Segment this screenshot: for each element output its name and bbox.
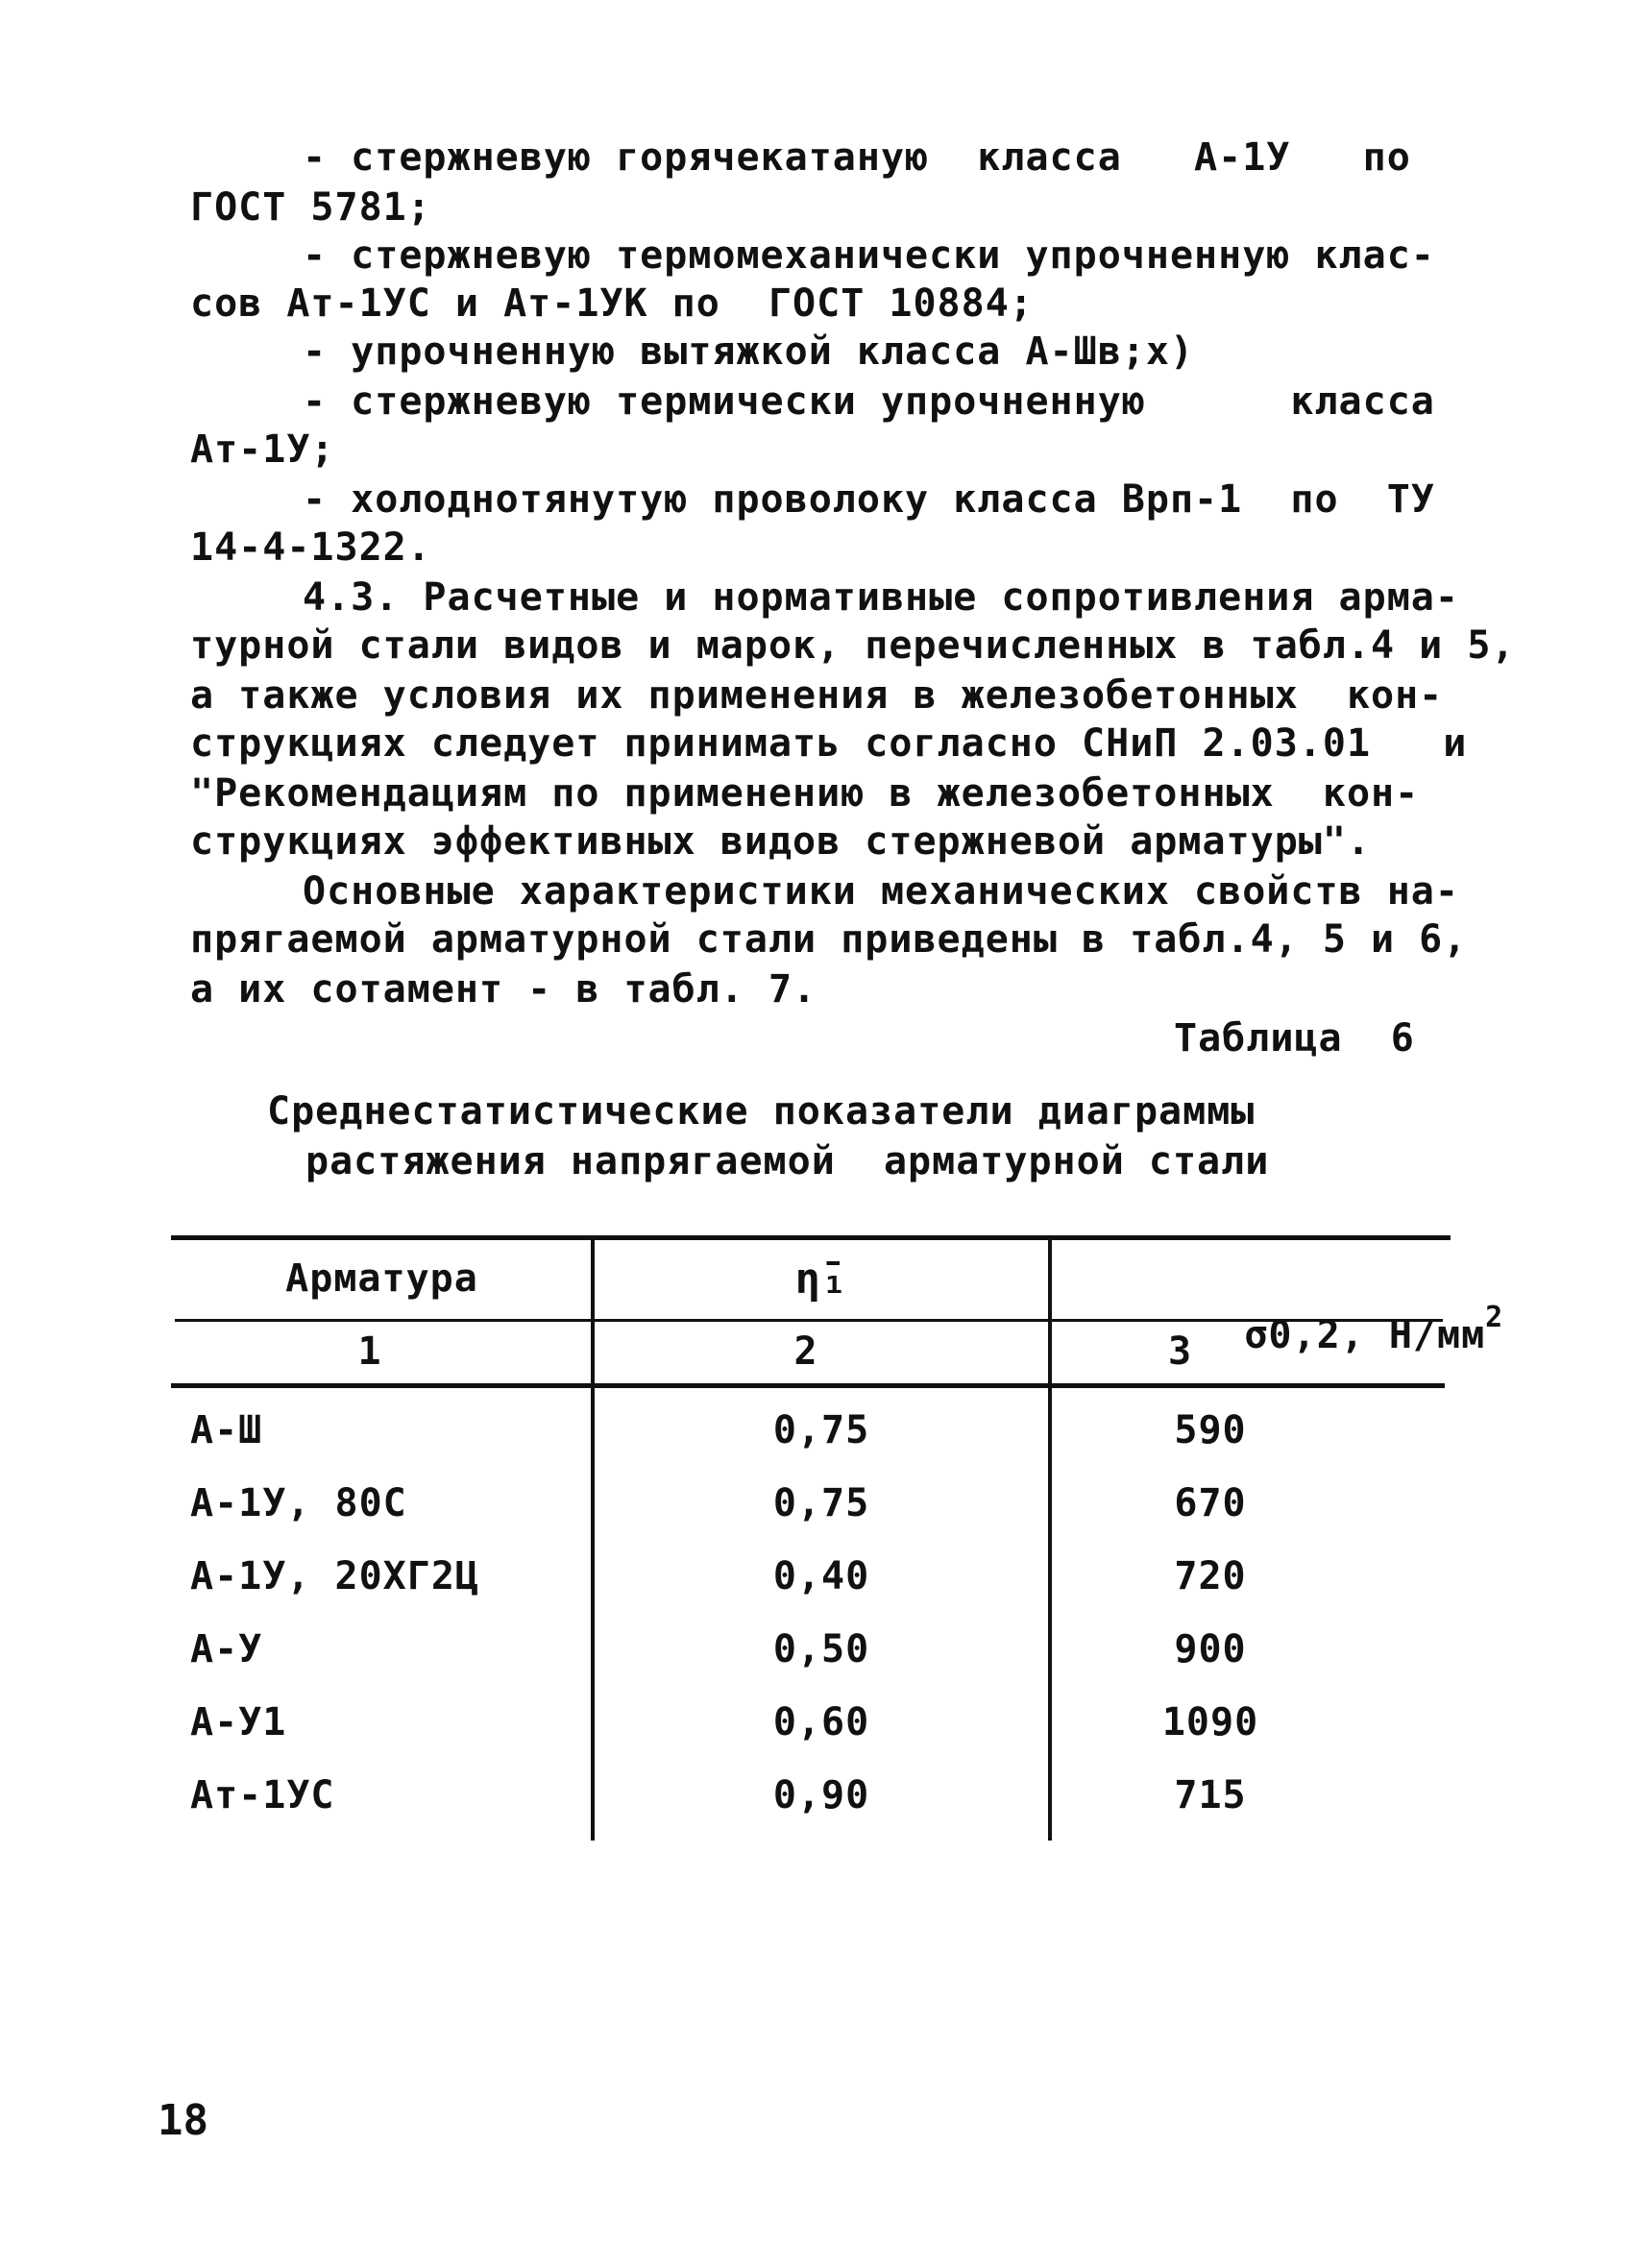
text-line: - стержневую горячекатаную класса А-1У по xyxy=(303,135,1411,180)
table-row-sigma: 590 xyxy=(1174,1408,1247,1452)
table-row-eta: 0,50 xyxy=(772,1627,870,1671)
page-number: 18 xyxy=(158,2096,208,2145)
text-line: - упрочненную вытяжкой класса А-Шв;x) xyxy=(303,329,1195,374)
col-number-3: 3 xyxy=(1168,1329,1193,1374)
text-line: "Рекомендациям по применению в железобетонных кон- xyxy=(190,771,1420,816)
text-line: а их сотамент - в табл. 7. xyxy=(190,967,817,1012)
text-line: струкциях следует принимать согласно СНиП 2.03.01 и xyxy=(190,721,1468,766)
table-header-eta: η̄₁ xyxy=(794,1255,848,1304)
table-row-eta: 0,90 xyxy=(772,1773,870,1817)
table-row-armatura: А-1У, 20ХГ2Ц xyxy=(190,1554,479,1598)
col-number-2: 2 xyxy=(793,1329,818,1374)
table-row-armatura: А-1У, 80С xyxy=(190,1481,407,1525)
table-row-armatura: А-Ш xyxy=(190,1408,263,1452)
text-line: ГОСТ 5781; xyxy=(190,185,431,230)
table-col-divider-1 xyxy=(591,1235,595,1841)
table-col-divider-2 xyxy=(1048,1235,1052,1841)
text-line: Основные характеристики механических свойств на- xyxy=(303,869,1459,914)
table-row-sigma: 715 xyxy=(1174,1773,1247,1817)
table-row-eta: 0,75 xyxy=(772,1481,870,1525)
table-row-armatura: А-У xyxy=(190,1627,263,1671)
table-row-sigma: 1090 xyxy=(1161,1700,1259,1744)
text-line: 14-4-1322. xyxy=(190,525,431,570)
text-line: Ат-1У; xyxy=(190,427,335,472)
text-line: - холоднотянутую проволоку класса Врп-1 по ТУ xyxy=(303,477,1435,522)
col-number-1: 1 xyxy=(357,1329,382,1374)
table-title-line-1: Среднестатистические показатели диаграммы xyxy=(267,1089,1256,1134)
text-line: а также условия их применения в железобетонных кон- xyxy=(190,673,1444,718)
text-line: 4.3. Расчетные и нормативные сопротивления арма- xyxy=(303,575,1459,620)
table-row-eta: 0,75 xyxy=(772,1408,870,1452)
text-line: - стержневую термически упрочненную класса xyxy=(303,379,1435,424)
table-row-eta: 0,40 xyxy=(772,1554,870,1598)
sigma-label: σ0,2, Н/мм xyxy=(1244,1313,1486,1357)
text-line: струкциях эффективных видов стержневой арматуры". xyxy=(190,819,1372,864)
table-row-armatura: А-У1 xyxy=(190,1700,287,1744)
unit-superscript: 2 xyxy=(1485,1301,1504,1334)
table-row-sigma: 900 xyxy=(1174,1627,1247,1671)
text-line: турной стали видов и марок, перечисленных в табл.4 и 5, xyxy=(190,623,1516,668)
text-line: - стержневую термомеханически упрочненную клас- xyxy=(303,233,1435,278)
table-row-eta: 0,60 xyxy=(772,1700,870,1744)
table-row-sigma: 670 xyxy=(1174,1481,1247,1525)
table-top-rule xyxy=(171,1235,1451,1240)
table-title-line-2: растяжения напрягаемой арматурной стали xyxy=(305,1139,1270,1183)
table-header-armatura: Арматура xyxy=(285,1256,478,1301)
text-line: сов Ат-1УС и Ат-1УК по ГОСТ 10884; xyxy=(190,281,1034,326)
table-label: Таблица 6 xyxy=(1174,1016,1415,1061)
table-row-armatura: Ат-1УС xyxy=(190,1773,335,1817)
text-line: прягаемой арматурной стали приведены в табл.4, 5 и 6, xyxy=(190,917,1468,962)
table-header-sigma xyxy=(1148,1256,1503,1402)
table-row-sigma: 720 xyxy=(1174,1554,1247,1598)
